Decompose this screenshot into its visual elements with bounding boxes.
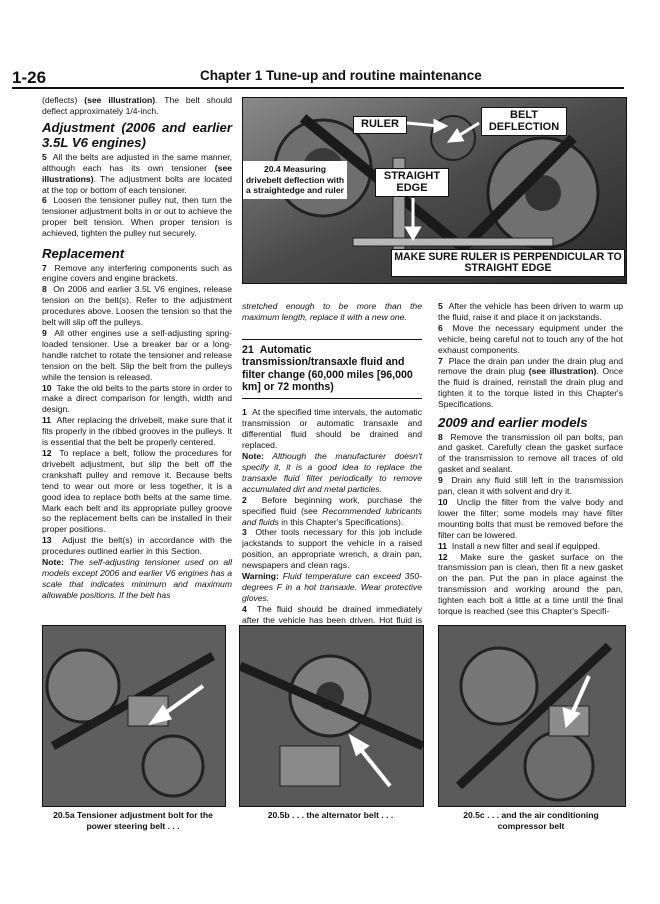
paragraph-3: 3 Other tools necessary for this job include jackstands to support the vehicle in a raised position, an appropriate wrench, a drain pan, newspapers and clean rags. — [242, 527, 422, 571]
paragraph-11b: 11 Install a new filter and seal if equipped. — [438, 540, 600, 551]
paragraph-7b: 7 Place the drain pan under the drain plug and remove the drain plug (see illustration). Once the fluid is drained, reinstall the drain plug and tighten it to the torque listed in this Chapter's Specifications. — [438, 355, 623, 410]
figure-20-5b-caption: 20.5b . . . the alternator belt . . . — [267, 810, 394, 820]
heading-adjustment: Adjustment (2006 and earlier 3.5L V6 engines) — [42, 119, 232, 151]
column-2 — [242, 301, 422, 647]
paragraph-4: 4 The fluid should be drained immediately after the vehicle has been driven. Hot fluid is — [242, 603, 422, 625]
figure-20-4-caption: 20.4 Measuring drivebelt deflection with a straightedge and ruler — [243, 161, 347, 199]
paragraph-10b: 10 Unclip the filter from the valve body and lower the filter; some models may have filter mounting bolts that must be removed before the filter can be lowered. — [438, 497, 623, 540]
alternator-illustration — [240, 626, 423, 806]
paragraph-11: 11 After replacing the drivebelt, make sure that it fits properly in the ribbed grooves in the pulleys. It is essential that the belt be properly centered. — [42, 415, 233, 448]
figure-20-5a-photo — [42, 625, 226, 807]
paragraph-5: 5 All the belts are adjusted in the same manner, although each has its own tensioner (see illustrations). The adjustment bolts are located at the top or bottom of each tensioner. — [42, 151, 232, 195]
paragraph-9b: 9 Drain any fluid still left in the transmission pan, clean it with solvent and dry it. — [438, 475, 623, 497]
paragraph-2: 2 Before beginning work, purchase the specified fluid (see Recommended lubricants and fluids in this Chapter's Specifications). — [242, 494, 422, 527]
tensioner-illustration — [43, 626, 225, 806]
paragraph-9: 9 All other engines use a self-adjusting spring-loaded tensioner. Use a breaker bar or a long-handle ratchet to rotate the tensioner and release tension on the belt. Slip the belt from the pulleys while the tension is released. — [42, 328, 232, 382]
page-number: 1-26 — [12, 68, 47, 87]
paragraph-13: 13 Adjust the belt(s) in accordance with the procedures outlined earlier in this Section. — [42, 535, 232, 557]
paragraph-7: 7 Remove any interfering components such as engine covers and engine brackets. — [42, 262, 232, 284]
paragraph-1: 1 At the specified time intervals, the automatic transmission or automatic transaxle and differential fluid should be drained and replaced. — [242, 407, 422, 451]
header-rule — [12, 87, 624, 89]
label-straight-edge: STRAIGHT EDGE — [375, 168, 449, 197]
annotation-arrows — [243, 98, 626, 283]
heading-replacement: Replacement — [42, 246, 125, 262]
note-paragraph: Note: The self-adjusting tensioner used on all models except 2006 and earlier V6 engines has a scale that indicates minimum and maximum allowable positions. If the belt has — [42, 557, 232, 600]
figure-20-5a-caption: 20.5a Tensioner adjustment bolt for the power steering belt . . . — [53, 810, 213, 831]
heading-2009-models: 2009 and earlier models — [438, 415, 588, 431]
intro-paragraph: (deflects) (see illustration). The belt should deflect approximately 1/4-inch. — [42, 95, 232, 116]
paragraph-12: 12 To replace a belt, follow the procedures for drivebelt adjustment, but slip the belt off the crankshaft pulley and remove it. Because belts tend to wear out more or less together, it is a good idea to replace both belts at the same time. Mark each belt and its appropriate pulley groove so the replacement belts can be installed in their proper positions. — [42, 447, 232, 535]
chapter-title: Chapter 1 Tune-up and routine maintenance — [200, 68, 482, 83]
label-ruler: RULER — [353, 116, 407, 134]
paragraph-8: 8 On 2006 and earlier 3.5L V6 engines, release tension on the belt(s). Refer to the adjustment procedures above. Loosen the tension so that the belt will slip off the pulleys. — [42, 284, 232, 328]
paragraph-10: 10 Take the old belts to the parts store in order to make a direct comparison for length, width and design. — [42, 382, 232, 415]
paragraph-5b: 5 After the vehicle has been driven to warm up the fluid, raise it and place it on jackstands. — [438, 301, 623, 322]
label-make-sure-ruler: MAKE SURE RULER IS PERPENDICULAR TO STRAIGHT EDGE — [391, 249, 625, 277]
figure-20-4-photo — [242, 97, 627, 284]
section-21-heading: 21 Automatic transmission/transaxle fluid and filter change (60,000 miles [96,000 km] or 72 months) — [242, 339, 422, 400]
paragraph-12b: 12 Make sure the gasket surface on the transmission pan is clean, then fit a new gasket on the pan. Put the pan in place against the transmission and working around the pan, tighten each bolt a little at a time until the final torque is reached (see this Chapter's Specifi- — [438, 551, 623, 617]
figure-20-5b-photo — [239, 625, 424, 807]
column-1 — [42, 95, 232, 601]
continued-note: stretched enough to be more than the maximum length, replace it with a new one. — [242, 301, 422, 322]
paragraph-6b: 6 Move the necessary equipment under the vehicle, being careful not to touch any of the hot exhaust components. — [438, 322, 624, 355]
figure-20-5c-photo — [438, 625, 626, 807]
paragraph-8b: 8 Remove the transmission oil pan bolts, pan and gasket. Carefully clean the gasket surface of the transmission to remove all traces of old gasket and sealant. — [438, 431, 623, 475]
paragraph-6: 6 Loosen the tensioner pulley nut, then turn the tensioner adjustment bolts in or out to achieve the proper belt tension. When proper tension is achieved, tighten the pulley nut securely. — [42, 195, 232, 239]
warning-paragraph: Warning: Fluid temperature can exceed 350-degrees F in a hot transaxle. Wear protective gloves. — [242, 571, 422, 603]
column-3 — [438, 301, 623, 617]
figure-20-5c-caption: 20.5c . . . and the air conditioning compressor belt — [463, 810, 599, 831]
ac-compressor-illustration — [439, 626, 625, 806]
note-paragraph-2: Note: Although the manufacturer doesn't specify it, it is a good idea to replace the transaxle fluid filter periodically to remove accumulated dirt and metal particles. — [242, 451, 422, 494]
label-belt-deflection: BELT DEFLECTION — [481, 107, 567, 136]
